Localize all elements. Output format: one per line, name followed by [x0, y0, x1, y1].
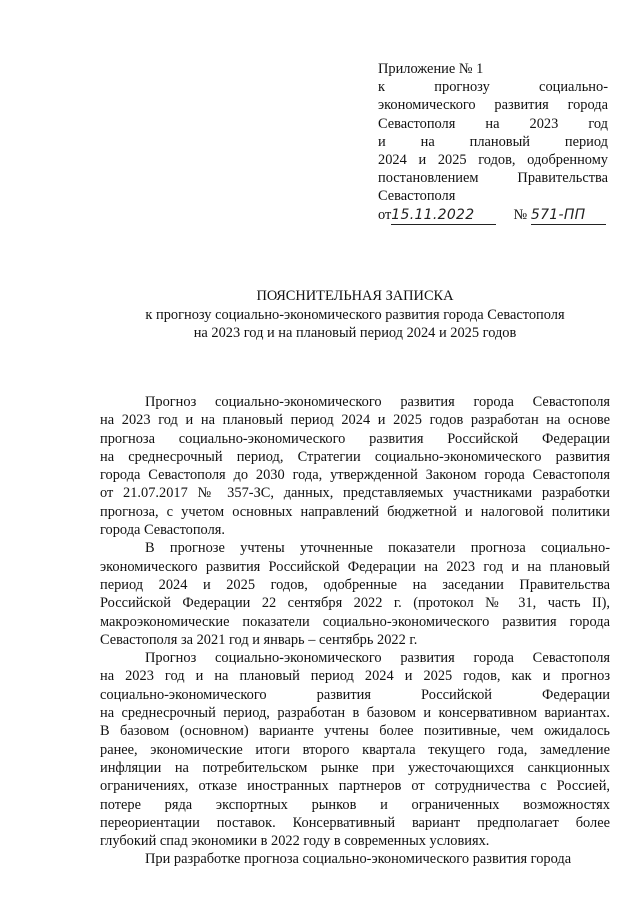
p4-line: При разработке прогноза социально-экономического развития города — [145, 851, 572, 868]
body-text — [100, 393, 610, 869]
appendix-block — [378, 60, 608, 226]
p1-line: на среднесрочный период, Стратегии социально-экономического развития — [100, 448, 610, 465]
p2-line: В прогнозе учтены уточненные показатели прогноза социально- — [145, 540, 610, 557]
p3-line: потере ряда экспортных рынков и ограниченных возможностях — [100, 796, 610, 813]
p1-line: прогноза социально-экономического развития Российской Федерации — [100, 430, 610, 447]
p3-line: ограничениях, отказе иностранных партнеров от сотрудничества с Россией, — [100, 778, 610, 795]
p3-line: на 2023 год и на плановый период 2024 и 2025 годов, как и прогноз — [100, 668, 610, 685]
handwritten-number: 571-ПП — [530, 206, 586, 223]
p1-line: от 21.07.2017 № 357-ЗС, данных, представляемых участниками разработки — [100, 485, 610, 502]
appendix-line-4: Севастополя на 2023 год — [378, 115, 608, 132]
p3-line: переориентации поставок. Консервативный вариант предполагает более — [100, 814, 610, 831]
handwritten-date: 15.11.2022 — [391, 206, 475, 223]
appendix-line-1: Приложение № 1 — [378, 61, 484, 77]
number-prefix: № — [513, 206, 528, 223]
p3-line: на среднесрочный период, разработан в базовом и консервативном вариантах. — [100, 705, 610, 722]
p2-line: Российской Федерации 22 сентября 2022 г. (протокол № 31, часть II), — [100, 595, 610, 612]
p2-line: экономического развития Российской Федерации на 2023 год и на плановый — [100, 558, 610, 575]
p3-line: В базовом (основном) варианте учтены более позитивные, чем ожидалось — [100, 723, 610, 740]
appendix-line-7: постановлением Правительства — [378, 170, 608, 187]
p1-line: на 2023 год и на плановый период 2024 и 2025 годов разработан на основе — [100, 412, 610, 429]
p3-line: инфляции на потребительском рынке при ужесточающихся санкционных — [100, 759, 610, 776]
title-line-2: к прогнозу социально-экономического развития города Севастополя — [145, 306, 565, 323]
p3-line: глубокий спад экономики в 2022 году в современных условиях. — [100, 833, 490, 850]
appendix-line-2: к прогнозу социально- — [378, 79, 608, 96]
p1-line: прогноза, с учетом основных направлений бюджетной и налоговой политики — [100, 503, 610, 520]
p3-line: Прогноз социально-экономического развития города Севастополя — [145, 650, 610, 667]
appendix-line-6: 2024 и 2025 годов, одобренному — [378, 152, 608, 169]
p2-line: период 2024 и 2025 годов, одобренные на заседании Правительства — [100, 576, 610, 593]
appendix-line-8: Севастополя — [378, 188, 456, 205]
p1-line: города Севастополя. — [100, 522, 225, 539]
p2-line: Севастополя за 2021 год и январь – сентябрь 2022 г. — [100, 631, 418, 648]
p1-line: города Севастополя до 2030 года, утвержденной Законом города Севастополя — [100, 467, 610, 484]
resolution-date-number — [378, 206, 608, 226]
appendix-line-3: экономического развития города — [378, 97, 608, 114]
p3-line: ранее, экономические итоги второго квартала текущего года, замедление — [100, 741, 610, 758]
p2-line: макроэкономические показатели социально-экономического развития города — [100, 613, 610, 630]
document-title — [80, 287, 630, 343]
p3-line: социально-экономического развития Российской Федерации — [100, 686, 610, 703]
title-line-3: на 2023 год и на плановый период 2024 и 2025 годов — [193, 325, 517, 341]
date-prefix: от — [378, 206, 392, 223]
title-heading: ПОЯСНИТЕЛЬНАЯ ЗАПИСКА — [256, 288, 454, 304]
appendix-line-5: и на плановый период — [378, 133, 608, 150]
p1-line: Прогноз социально-экономического развития города Севастополя — [145, 394, 610, 410]
